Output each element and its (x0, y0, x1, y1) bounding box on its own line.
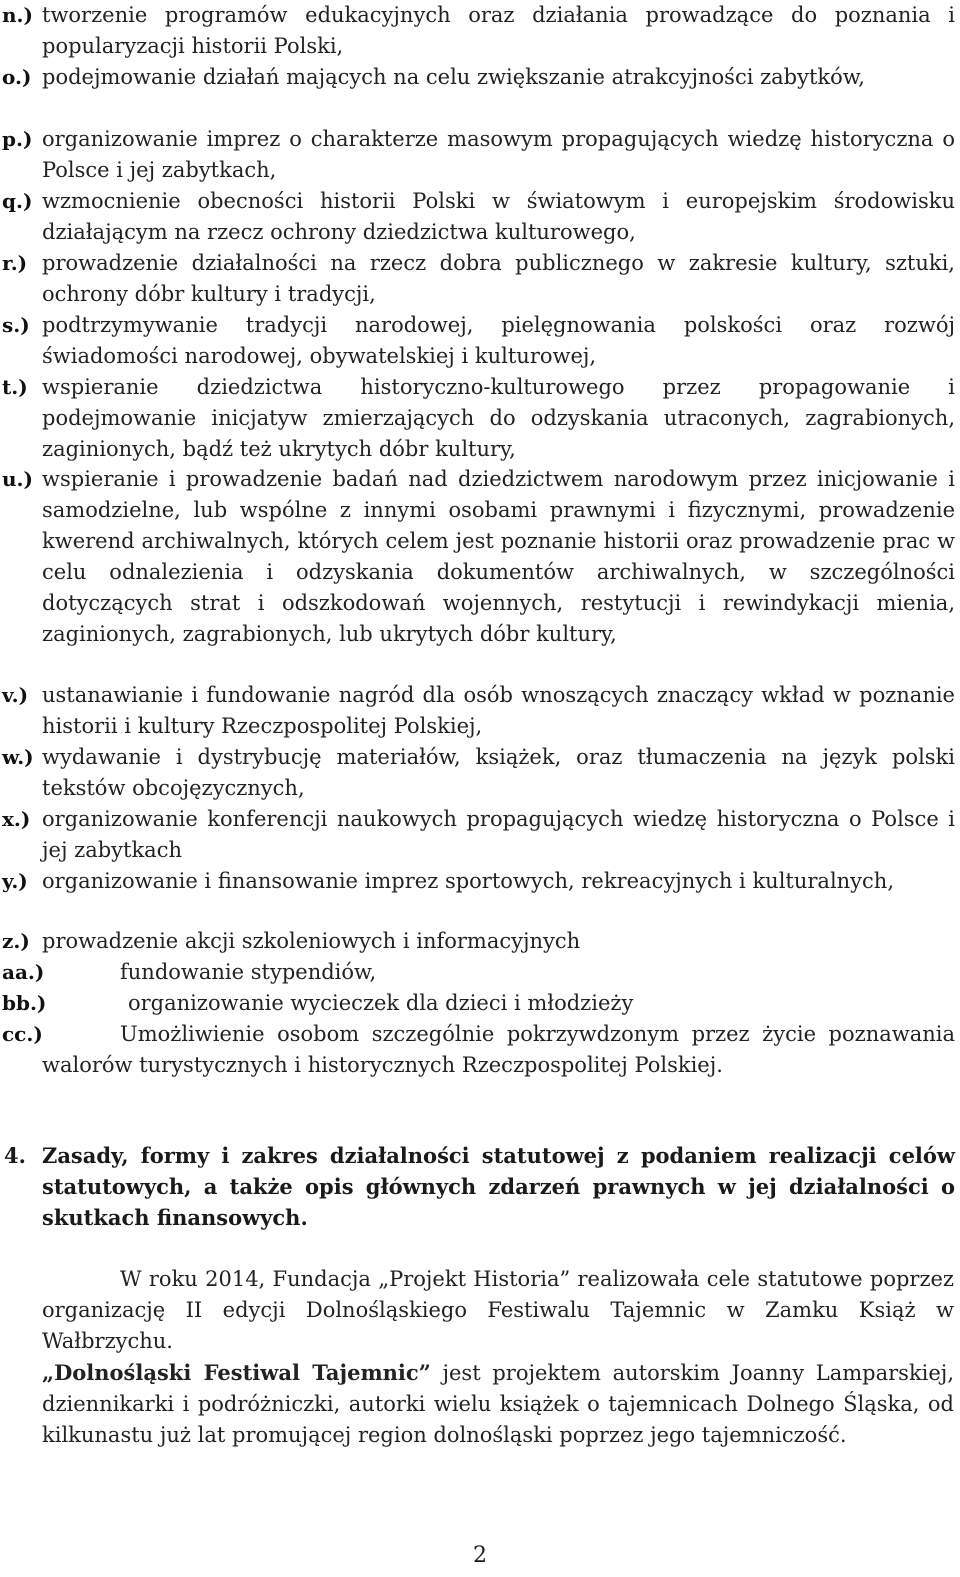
list-item-text: wspieranie i prowadzenie badań nad dziedzictwem narodowym przez inicjowanie i samodzielne, lub wspólne z innymi osobami prawnymi i fizycznymi, prowadzenie kwerend archiwalnych, których celem jest poznanie historii oraz prowadzenie prac w celu odnalezienia i odzyskania dokumentów archiwalnych, w szczególności dotyczących strat i odszkodowań wojennych, restytucji i rewindykacji mienia, zaginionych, zagrabionych, lub ukrytych dóbr kultury, (42, 467, 955, 646)
list-item-label: s.) (2, 313, 30, 337)
list-item-text: fundowanie stypendiów, (120, 960, 377, 984)
list-item-text: prowadzenie działalności na rzecz dobra publicznego w zakresie kultury, sztuki, ochrony dóbr kultury i tradycji, (42, 251, 955, 306)
list-item-label: p.) (2, 127, 33, 151)
list-item-label: aa.) (2, 960, 45, 984)
page-number: 2 (473, 1543, 487, 1568)
list-item-text: Umożliwienie osobom szczególnie pokrzywdzonym przez życie poznawania walorów turystycznych i historycznych Rzeczpospolitej Polskiej. (42, 1022, 955, 1077)
list-item-label: bb.) (2, 991, 47, 1015)
list-item-label: n.) (2, 3, 33, 27)
section-number: 4. (4, 1143, 26, 1168)
list-item-text: prowadzenie akcji szkoleniowych i informacyjnych (42, 929, 581, 953)
list-item-text: podtrzymywanie tradycji narodowej, pielęgnowania polskości oraz rozwój świadomości narodowej, obywatelskiej i kulturowej, (42, 313, 955, 368)
list-item-text: organizowanie konferencji naukowych propagujących wiedzę historyczna o Polsce i jej zabytkach (42, 807, 955, 862)
list-item-label: t.) (2, 375, 28, 399)
list-item-text: wydawanie i dystrybucję materiałów, książek, oraz tłumaczenia na język polski tekstów obcojęzycznych, (42, 745, 955, 800)
list-item-label: w.) (2, 745, 34, 769)
section-title: Zasady, formy i zakres działalności statutowej z podaniem realizacji celów statutowych, a także opis głównych zdarzeń prawnych w jej działalności o skutkach finansowych. (42, 1143, 955, 1230)
list-item-label: cc.) (2, 1022, 43, 1046)
list-item-label: v.) (2, 683, 29, 707)
list-item-text: organizowanie imprez o charakterze masowym propagujących wiedzę historyczna o Polsce i jej zabytkach, (42, 127, 955, 182)
list-item-text: ustanawianie i fundowanie nagród dla osób wnoszących znaczący wkład w poznanie historii i kultury Rzeczpospolitej Polskiej, (42, 683, 955, 738)
list-item-label: u.) (2, 467, 33, 491)
list-item-label: r.) (2, 251, 28, 275)
paragraph: W roku 2014, Fundacja „Projekt Historia” realizowała cele statutowe poprzez organizację II edycji Dolnośląskiego Festiwalu Tajemnic w Zamku Książ w Wałbrzychu. (42, 1267, 954, 1353)
list-item-text: tworzenie programów edukacyjnych oraz działania prowadzące do poznania i popularyzacji historii Polski, (42, 3, 955, 58)
list-item-text: organizowanie i finansowanie imprez sportowych, rekreacyjnych i kulturalnych, (42, 869, 895, 893)
paragraph (42, 1357, 954, 1451)
festival-name: „Dolnośląski Festiwal Tajemnic” (42, 1360, 431, 1385)
list-item-label: x.) (2, 807, 31, 831)
list-item-label: q.) (2, 189, 33, 213)
list-item-text: organizowanie wycieczek dla dzieci i młodzieży (128, 991, 634, 1015)
list-item-label: z.) (2, 929, 30, 953)
list-item-text: podejmowanie działań mających na celu zwiększanie atrakcyjności zabytków, (42, 65, 865, 89)
paragraph-text: jest projektem autorskim Joanny Lamparskiej, dziennikarki i podróżniczki, autorki wielu książek o tajemnicach Dolnego Śląska, od kilkunastu już lat promującej region dolnośląski poprzez jego tajemniczość. (42, 1361, 954, 1447)
list-item-text: wzmocnienie obecności historii Polski w światowym i europejskim środowisku działającym na rzecz ochrony dziedzictwa kulturowego, (42, 189, 955, 244)
list-item-text: wspieranie dziedzictwa historyczno-kulturowego przez propagowanie i podejmowanie inicjatyw zmierzających do odzyskania utraconych, zagrabionych, zaginionych, bądź też ukrytych dóbr kultury, (42, 375, 955, 461)
list-item-label: y.) (2, 869, 28, 893)
list-item-label: o.) (2, 65, 32, 89)
